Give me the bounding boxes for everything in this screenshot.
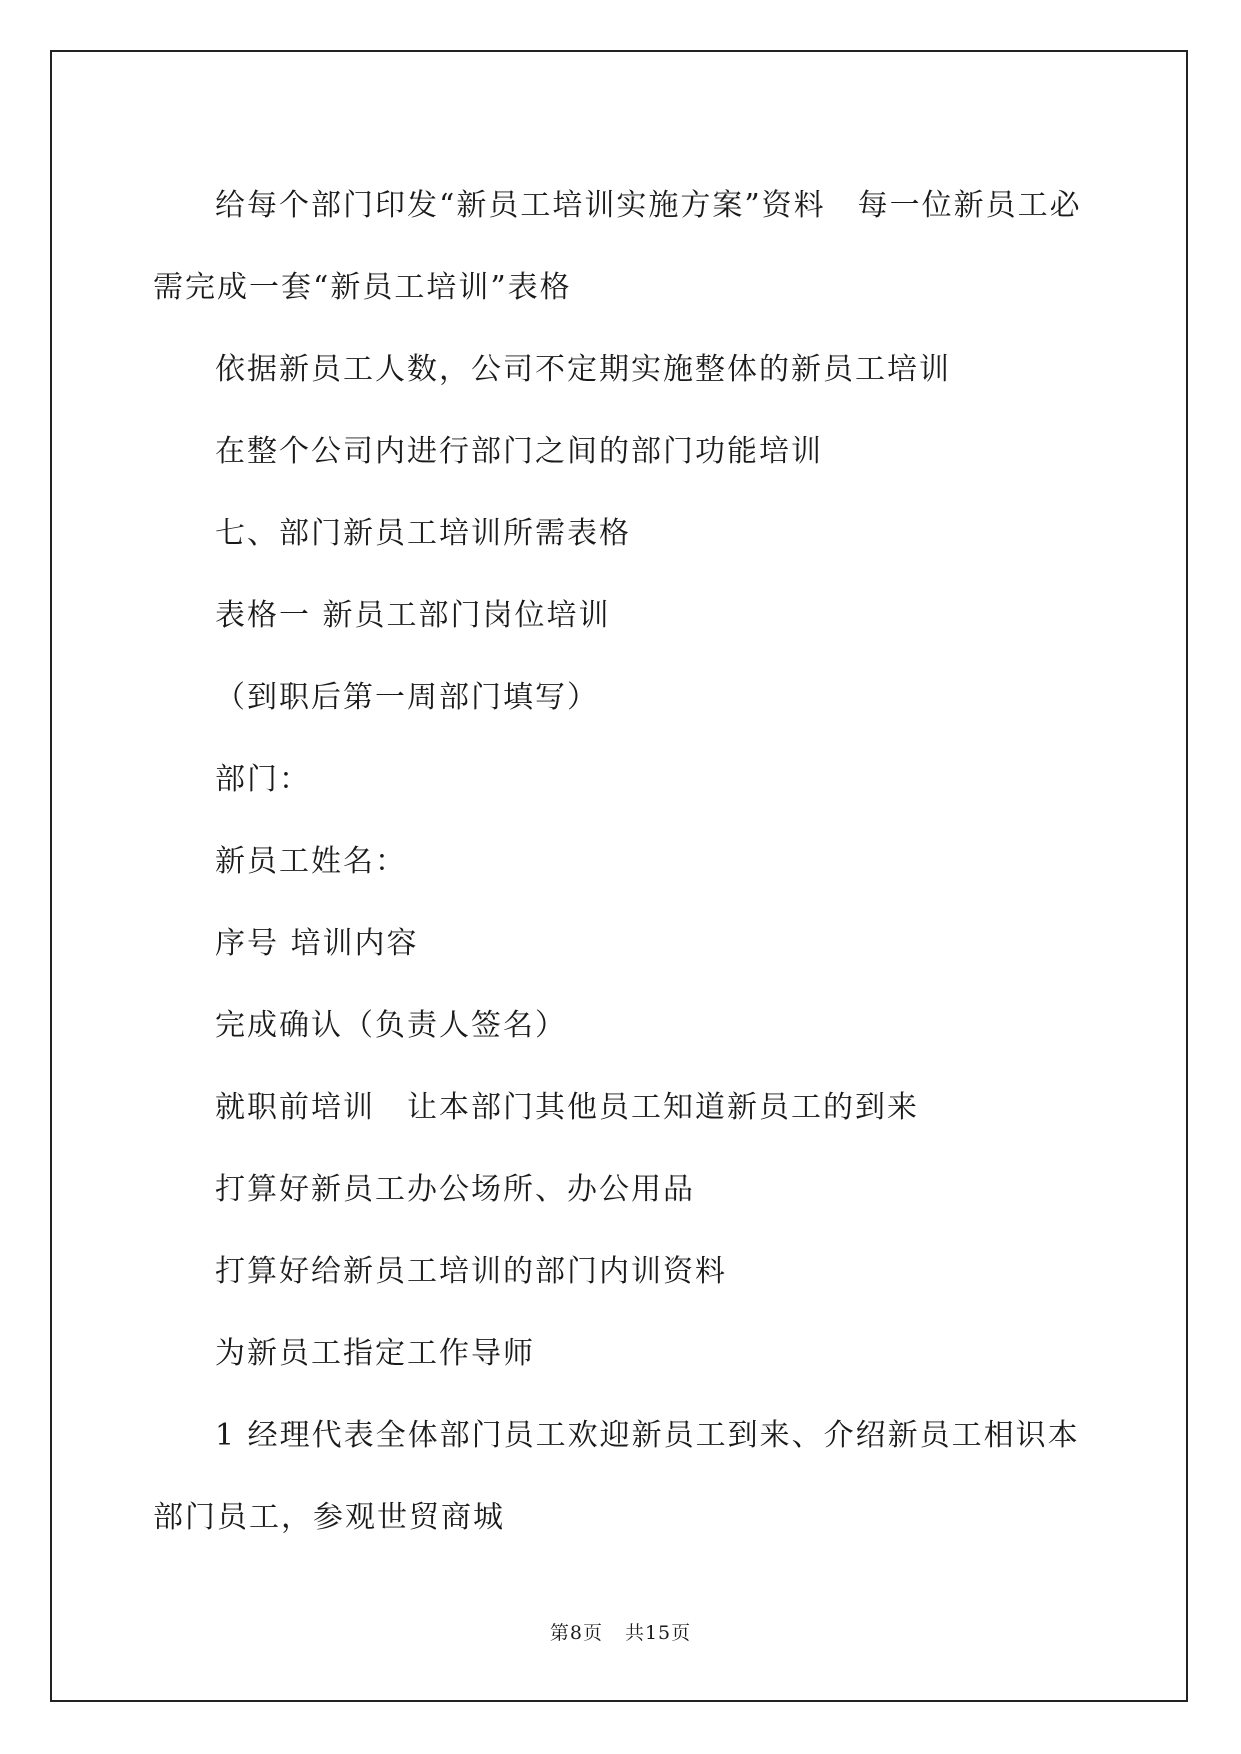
paragraph: 为新员工指定工作导师 [215, 1336, 535, 1371]
paragraph: 1 经理代表全体部门员工欢迎新员工到来、介绍新员工相识本部门员工，参观世贸商城 [153, 1418, 1080, 1535]
page-footer [0, 1618, 1241, 1645]
paragraph: 依据新员工人数，公司不定期实施整体的新员工培训 [215, 352, 951, 387]
paragraph: 在整个公司内进行部门之间的部门功能培训 [215, 434, 823, 469]
paragraph: 给每个部门印发“新员工培训实施方案”资料 每一位新员工必需完成一套“新员工培训”表格 [153, 188, 1082, 305]
field-department: 部门： [215, 762, 311, 797]
paragraph: 打算好给新员工培训的部门内训资料 [215, 1254, 727, 1289]
table-header-line: 序号 培训内容 [215, 926, 419, 961]
paragraph: 就职前培训 让本部门其他员工知道新员工的到来 [215, 1090, 919, 1125]
field-employee-name: 新员工姓名： [215, 844, 407, 879]
table-note: （到职后第一周部门填写） [215, 680, 599, 715]
table-title: 表格一 新员工部门岗位培训 [215, 598, 611, 633]
total-page-count: 共15页 [624, 1622, 692, 1644]
table-header-line: 完成确认（负责人签名） [215, 1008, 567, 1043]
section-heading: 七、部门新员工培训所需表格 [215, 516, 631, 551]
paragraph: 打算好新员工办公场所、办公用品 [215, 1172, 695, 1207]
current-page-number: 第8页 [549, 1622, 603, 1644]
document-body [153, 165, 1088, 1559]
